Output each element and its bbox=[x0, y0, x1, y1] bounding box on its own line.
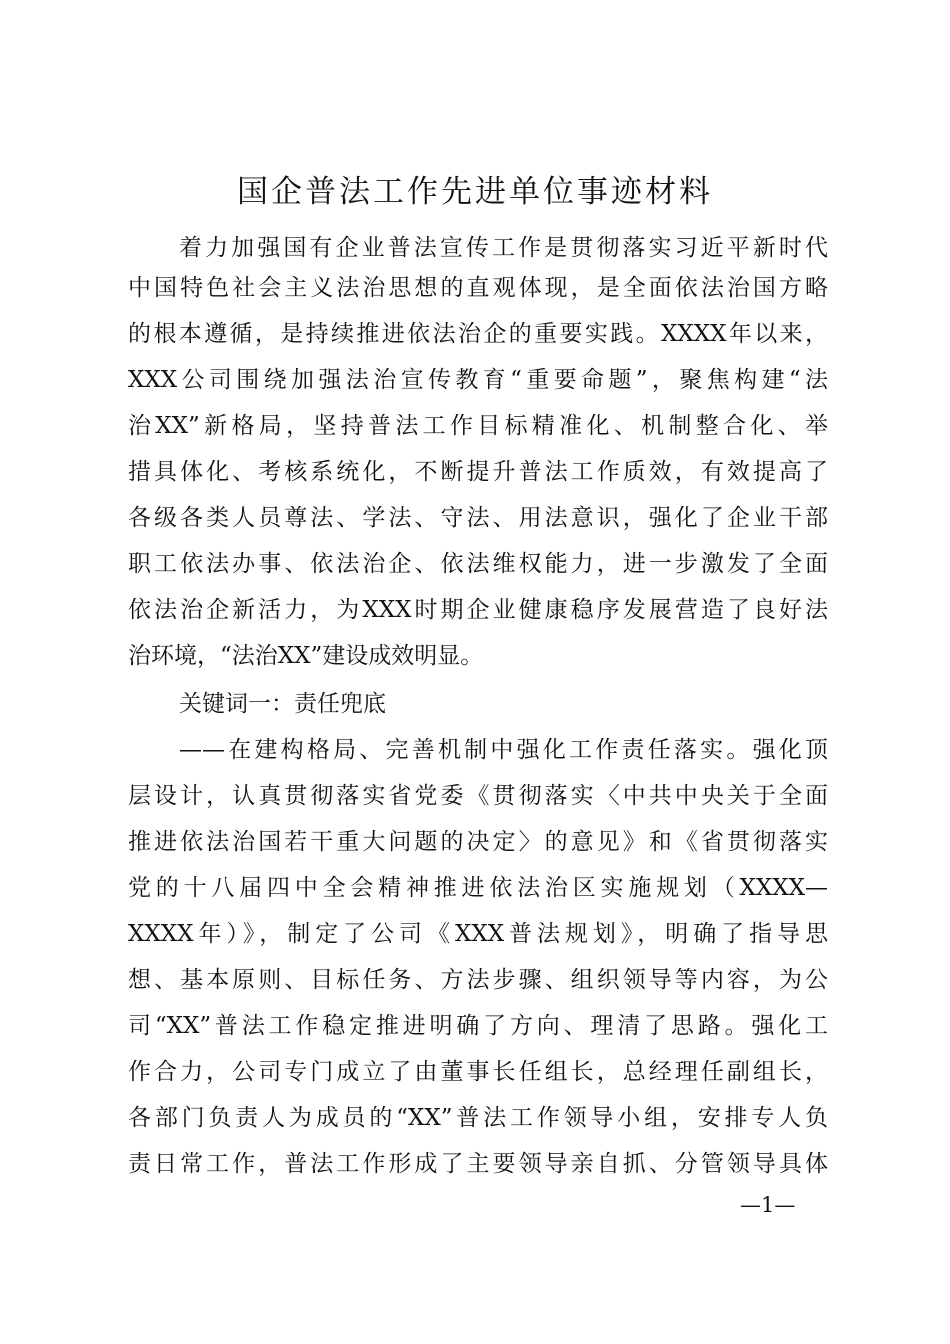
paragraph-line: 的根本遵循，是持续推进依法治企的重要实践。XXXX年以来， bbox=[128, 321, 828, 347]
paragraph-line: ——在建构格局、完善机制中强化工作责任落实。强化顶 bbox=[179, 737, 828, 763]
paragraph-line: 推进依法治国若干重大问题的决定〉的意见》和《省贯彻落实 bbox=[128, 829, 828, 855]
paragraph-line: 层设计，认真贯彻落实省党委《贯彻落实〈中共中央关于全面 bbox=[128, 783, 828, 809]
document-title: 国企普法工作先进单位事迹材料 bbox=[237, 174, 713, 210]
section-keyword-heading: 关键词一：责任兜底 bbox=[179, 691, 386, 717]
page-number: —1— bbox=[740, 1193, 796, 1217]
paragraph-line: XXX公司围绕加强法治宣传教育“重要命题”，聚焦构建“法 bbox=[128, 367, 828, 393]
paragraph-line: 党的十八届四中全会精神推进依法治区实施规划（XXXX— bbox=[128, 875, 828, 901]
paragraph-line: 各部门负责人为成员的“XX”普法工作领导小组，安排专人负 bbox=[128, 1105, 828, 1131]
paragraph-line: 司“XX”普法工作稳定推进明确了方向、理清了思路。强化工 bbox=[128, 1013, 828, 1039]
paragraph-line: 治XX”新格局，坚持普法工作目标精准化、机制整合化、举 bbox=[128, 413, 828, 439]
paragraph-line: 责日常工作，普法工作形成了主要领导亲自抓、分管领导具体 bbox=[128, 1151, 828, 1177]
paragraph-line: 想、基本原则、目标任务、方法步骤、组织领导等内容，为公 bbox=[128, 967, 828, 993]
paragraph-line: 作合力，公司专门成立了由董事长任组长，总经理任副组长， bbox=[128, 1059, 828, 1085]
paragraph-line: 中国特色社会主义法治思想的直观体现，是全面依法治国方略 bbox=[128, 275, 828, 301]
paragraph-line: 措具体化、考核系统化，不断提升普法工作质效，有效提高了 bbox=[128, 459, 828, 485]
paragraph-line: 治环境，“法治XX”建设成效明显。 bbox=[128, 643, 484, 669]
paragraph-line: XXXX年）》，制定了公司《XXX普法规划》，明确了指导思 bbox=[128, 921, 828, 947]
paragraph-line: 依法治企新活力，为XXX时期企业健康稳序发展营造了良好法 bbox=[128, 597, 828, 623]
paragraph-line: 各级各类人员尊法、学法、守法、用法意识，强化了企业干部 bbox=[128, 505, 828, 531]
paragraph-line: 着力加强国有企业普法宣传工作是贯彻落实习近平新时代 bbox=[179, 235, 828, 261]
paragraph-line: 职工依法办事、依法治企、依法维权能力，进一步激发了全面 bbox=[128, 551, 828, 577]
